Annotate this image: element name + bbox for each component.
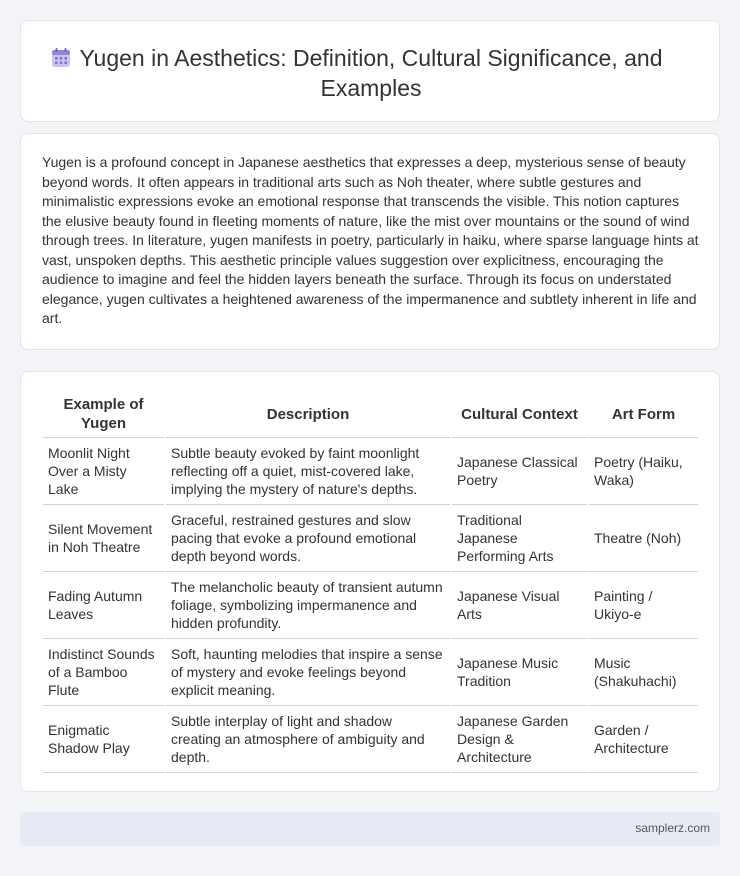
cell-art-form: Painting / Ukiyo-e bbox=[588, 572, 698, 639]
cell-description: Subtle beauty evoked by faint moonlight reflecting off a quiet, mist-covered lake, implying the mystery of nature's depths. bbox=[165, 438, 451, 505]
page-title: Yugen in Aesthetics: Definition, Cultural Significance, and Examples bbox=[79, 45, 663, 101]
cell-art-form: Poetry (Haiku, Waka) bbox=[588, 438, 698, 505]
cell-cultural-context: Japanese Classical Poetry bbox=[451, 438, 588, 505]
title-card bbox=[20, 20, 720, 122]
cell-cultural-context: Japanese Visual Arts bbox=[451, 572, 588, 639]
cell-cultural-context: Japanese Music Tradition bbox=[451, 639, 588, 706]
cell-example: Indistinct Sounds of a Bamboo Flute bbox=[43, 639, 165, 706]
table-row bbox=[43, 639, 698, 706]
header-description: Description bbox=[165, 392, 451, 438]
footer-bar bbox=[20, 812, 720, 846]
cell-cultural-context: Japanese Garden Design & Architecture bbox=[451, 706, 588, 773]
table-card bbox=[20, 371, 720, 792]
cell-art-form: Garden / Architecture bbox=[588, 706, 698, 773]
cell-example: Moonlit Night Over a Misty Lake bbox=[43, 438, 165, 505]
table-row bbox=[43, 706, 698, 773]
cell-description: The melancholic beauty of transient autumn foliage, symbolizing impermanence and hidden profundity. bbox=[165, 572, 451, 639]
header-example: Example of Yugen bbox=[43, 392, 165, 438]
cell-art-form: Theatre (Noh) bbox=[588, 505, 698, 572]
cell-example: Fading Autumn Leaves bbox=[43, 572, 165, 639]
table-row bbox=[43, 572, 698, 639]
table-row bbox=[43, 438, 698, 505]
table-header-row bbox=[43, 392, 698, 438]
cell-description: Soft, haunting melodies that inspire a sense of mystery and evoke feelings beyond explicit meaning. bbox=[165, 639, 451, 706]
header-cultural-context: Cultural Context bbox=[451, 392, 588, 438]
cell-example: Enigmatic Shadow Play bbox=[43, 706, 165, 773]
examples-table bbox=[43, 392, 698, 773]
table-row bbox=[43, 505, 698, 572]
header-art-form: Art Form bbox=[588, 392, 698, 438]
intro-paragraph: Yugen is a profound concept in Japanese aesthetics that expresses a deep, mysterious sense of beauty beyond words. It often appears in traditional arts such as Noh theater, where subtle gestures and minimalistic expressions evoke an emotional response that transcends the visible. This notion captures the elusive beauty found in fleeting moments of nature, like the mist over mountains or the sound of wind through trees. In literature, yugen manifests in poetry, particularly in haiku, where sparse language hints at vast, unspoken depths. This aesthetic principle values suggestion over explicitness, encouraging the audience to imagine and feel the hidden layers beneath the surface. Through its focus on understated elegance, yugen cultivates a heightened awareness of the impermanence and subtlety inherent in life and art. bbox=[42, 154, 699, 326]
footer-site-link[interactable]: samplerz.com bbox=[635, 821, 710, 835]
cell-example: Silent Movement in Noh Theatre bbox=[43, 505, 165, 572]
cell-description: Subtle interplay of light and shadow creating an atmosphere of ambiguity and depth. bbox=[165, 706, 451, 773]
intro-card bbox=[20, 133, 720, 350]
cell-cultural-context: Traditional Japanese Performing Arts bbox=[451, 505, 588, 572]
cell-art-form: Music (Shakuhachi) bbox=[588, 639, 698, 706]
cell-description: Graceful, restrained gestures and slow pacing that evoke a profound emotional depth beyond words. bbox=[165, 505, 451, 572]
